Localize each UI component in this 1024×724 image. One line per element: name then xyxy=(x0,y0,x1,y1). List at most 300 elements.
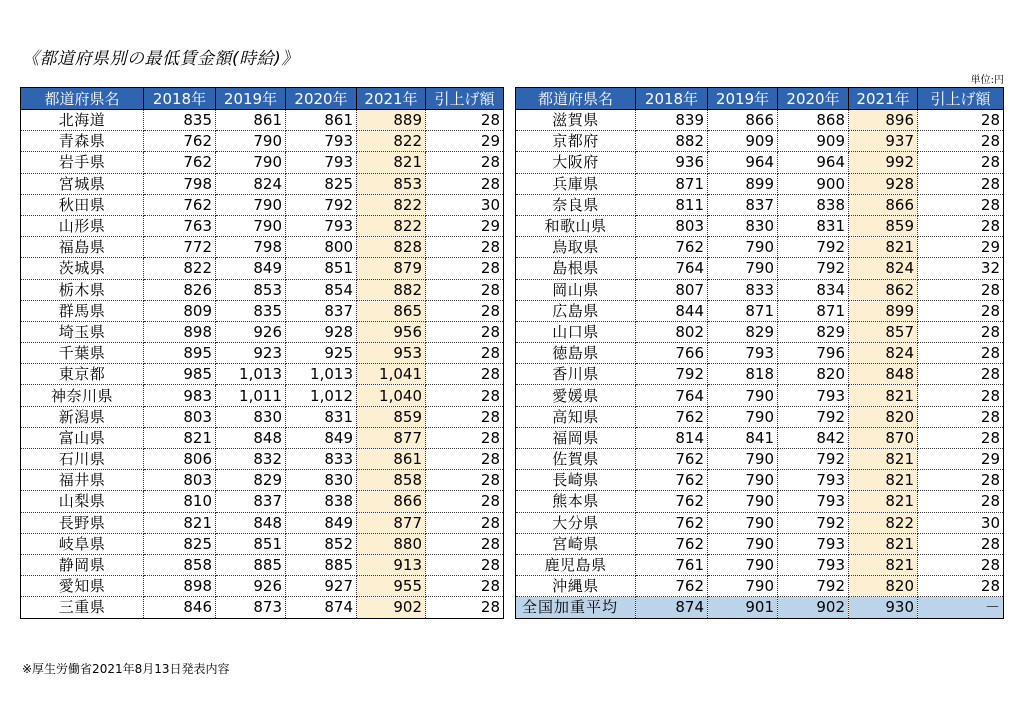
cell-2018: 810 xyxy=(144,491,216,512)
cell-prefecture: 北海道 xyxy=(21,110,144,131)
wage-table-right xyxy=(515,87,1004,619)
cell-increase: 28 xyxy=(426,321,504,342)
cell-2019: 829 xyxy=(216,470,286,491)
cell-2020: 927 xyxy=(286,576,357,597)
table-row xyxy=(21,512,504,533)
cell-increase: 28 xyxy=(426,406,504,427)
table-row xyxy=(516,533,1004,554)
cell-2020: 838 xyxy=(286,491,357,512)
cell-2018: 835 xyxy=(144,110,216,131)
cell-2018: 814 xyxy=(636,427,708,448)
cell-2018: 762 xyxy=(636,512,708,533)
cell-2021: 824 xyxy=(849,258,918,279)
cell-prefecture: 兵庫県 xyxy=(516,173,636,194)
cell-prefecture: 徳島県 xyxy=(516,343,636,364)
cell-2021: 862 xyxy=(849,279,918,300)
cell-2018: 802 xyxy=(636,321,708,342)
cell-2019: 848 xyxy=(216,427,286,448)
table-row xyxy=(21,491,504,512)
cell-increase: 28 xyxy=(918,300,1004,321)
cell-2019: 848 xyxy=(216,512,286,533)
cell-2019: 790 xyxy=(708,491,778,512)
cell-prefecture: 山梨県 xyxy=(21,491,144,512)
cell-2018: 762 xyxy=(636,237,708,258)
cell-2019: 829 xyxy=(708,321,778,342)
cell-increase: － xyxy=(918,597,1004,618)
cell-2021: 821 xyxy=(849,491,918,512)
cell-2019: 790 xyxy=(216,131,286,152)
cell-2019: 790 xyxy=(708,554,778,575)
cell-2021: 853 xyxy=(357,173,426,194)
cell-2019: 853 xyxy=(216,279,286,300)
cell-prefecture: 鹿児島県 xyxy=(516,554,636,575)
cell-prefecture: 山口県 xyxy=(516,321,636,342)
cell-2018: 766 xyxy=(636,343,708,364)
cell-2019: 964 xyxy=(708,152,778,173)
cell-2020: 792 xyxy=(778,449,849,470)
table-row xyxy=(516,385,1004,406)
cell-2019: 861 xyxy=(216,110,286,131)
cell-increase: 28 xyxy=(426,576,504,597)
cell-prefecture: 全国加重平均 xyxy=(516,597,636,618)
cell-2021: 822 xyxy=(357,131,426,152)
cell-increase: 28 xyxy=(426,110,504,131)
cell-2018: 822 xyxy=(144,258,216,279)
cell-2018: 839 xyxy=(636,110,708,131)
table-row xyxy=(21,533,504,554)
cell-increase: 28 xyxy=(918,194,1004,215)
cell-increase: 28 xyxy=(426,554,504,575)
cell-2019: 835 xyxy=(216,300,286,321)
cell-2018: 898 xyxy=(144,576,216,597)
cell-2020: 902 xyxy=(778,597,849,618)
cell-2021: 877 xyxy=(357,512,426,533)
cell-2021: 820 xyxy=(849,576,918,597)
cell-2020: 793 xyxy=(778,533,849,554)
cell-2018: 895 xyxy=(144,343,216,364)
table-row xyxy=(516,194,1004,215)
cell-2019: 851 xyxy=(216,533,286,554)
table-row xyxy=(516,173,1004,194)
table-row xyxy=(21,110,504,131)
cell-2020: 793 xyxy=(778,385,849,406)
cell-2019: 832 xyxy=(216,449,286,470)
cell-increase: 29 xyxy=(426,131,504,152)
cell-2021: 1,040 xyxy=(357,385,426,406)
unit-label: 単位:円 xyxy=(970,75,1004,86)
cell-2021: 821 xyxy=(849,449,918,470)
cell-increase: 28 xyxy=(918,364,1004,385)
table-row xyxy=(21,554,504,575)
cell-2020: 793 xyxy=(778,470,849,491)
cell-prefecture: 栃木県 xyxy=(21,279,144,300)
cell-increase: 28 xyxy=(426,533,504,554)
cell-2019: 871 xyxy=(708,300,778,321)
table-row xyxy=(21,300,504,321)
cell-increase: 28 xyxy=(426,300,504,321)
cell-2018: 762 xyxy=(636,576,708,597)
cell-2018: 762 xyxy=(636,533,708,554)
cell-increase: 28 xyxy=(426,597,504,618)
cell-2020: 928 xyxy=(286,321,357,342)
cell-increase: 28 xyxy=(918,470,1004,491)
table-row xyxy=(516,427,1004,448)
cell-prefecture: 大阪府 xyxy=(516,152,636,173)
cell-2021: 820 xyxy=(849,406,918,427)
cell-2018: 763 xyxy=(144,215,216,236)
cell-prefecture: 沖縄県 xyxy=(516,576,636,597)
cell-2018: 761 xyxy=(636,554,708,575)
table-row xyxy=(516,237,1004,258)
cell-2021: 865 xyxy=(357,300,426,321)
table-row xyxy=(516,491,1004,512)
cell-2020: 849 xyxy=(286,512,357,533)
cell-2019: 818 xyxy=(708,364,778,385)
table-row xyxy=(21,597,504,618)
cell-2019: 849 xyxy=(216,258,286,279)
cell-2019: 1,011 xyxy=(216,385,286,406)
cell-prefecture: 奈良県 xyxy=(516,194,636,215)
cell-2018: 898 xyxy=(144,321,216,342)
cell-2018: 762 xyxy=(636,449,708,470)
table-row xyxy=(21,427,504,448)
cell-2020: 837 xyxy=(286,300,357,321)
cell-2019: 901 xyxy=(708,597,778,618)
table-row xyxy=(516,449,1004,470)
cell-prefecture: 福井県 xyxy=(21,470,144,491)
wage-table-left xyxy=(20,87,504,619)
cell-2019: 866 xyxy=(708,110,778,131)
table-row xyxy=(516,343,1004,364)
cell-2020: 833 xyxy=(286,449,357,470)
cell-2018: 936 xyxy=(636,152,708,173)
cell-prefecture: 茨城県 xyxy=(21,258,144,279)
cell-2018: 821 xyxy=(144,427,216,448)
cell-2019: 790 xyxy=(708,385,778,406)
cell-increase: 28 xyxy=(918,427,1004,448)
cell-2020: 909 xyxy=(778,131,849,152)
cell-increase: 28 xyxy=(426,152,504,173)
table-row xyxy=(21,364,504,385)
table-row xyxy=(516,512,1004,533)
table-header-row xyxy=(21,88,504,110)
cell-2021: 848 xyxy=(849,364,918,385)
cell-2019: 926 xyxy=(216,321,286,342)
cell-2020: 831 xyxy=(778,215,849,236)
cell-2020: 796 xyxy=(778,343,849,364)
cell-increase: 28 xyxy=(426,470,504,491)
table-row xyxy=(21,237,504,258)
cell-2020: 871 xyxy=(778,300,849,321)
cell-prefecture: 富山県 xyxy=(21,427,144,448)
cell-increase: 28 xyxy=(918,152,1004,173)
cell-2021: 857 xyxy=(849,321,918,342)
cell-2020: 964 xyxy=(778,152,849,173)
cell-2020: 851 xyxy=(286,258,357,279)
cell-prefecture: 島根県 xyxy=(516,258,636,279)
cell-2019: 790 xyxy=(708,576,778,597)
cell-2019: 798 xyxy=(216,237,286,258)
table-row xyxy=(21,406,504,427)
cell-2019: 790 xyxy=(216,215,286,236)
cell-prefecture: 香川県 xyxy=(516,364,636,385)
cell-2020: 900 xyxy=(778,173,849,194)
cell-2020: 861 xyxy=(286,110,357,131)
cell-prefecture: 静岡県 xyxy=(21,554,144,575)
cell-2021: 821 xyxy=(849,533,918,554)
cell-prefecture: 岐阜県 xyxy=(21,533,144,554)
cell-increase: 28 xyxy=(918,385,1004,406)
table-row xyxy=(21,173,504,194)
table-row xyxy=(516,215,1004,236)
cell-2020: 834 xyxy=(778,279,849,300)
cell-2018: 772 xyxy=(144,237,216,258)
cell-2021: 821 xyxy=(849,237,918,258)
cell-2021: 824 xyxy=(849,343,918,364)
cell-2020: 793 xyxy=(286,152,357,173)
cell-increase: 28 xyxy=(918,576,1004,597)
cell-2021: 902 xyxy=(357,597,426,618)
footnote: ※厚生労働省2021年8月13日発表内容 xyxy=(22,662,230,676)
table-row xyxy=(21,385,504,406)
cell-2021: 822 xyxy=(357,194,426,215)
cell-prefecture: 三重県 xyxy=(21,597,144,618)
cell-prefecture: 新潟県 xyxy=(21,406,144,427)
cell-increase: 28 xyxy=(426,427,504,448)
cell-2018: 811 xyxy=(636,194,708,215)
cell-2019: 830 xyxy=(216,406,286,427)
cell-2019: 790 xyxy=(708,470,778,491)
cell-2021: 896 xyxy=(849,110,918,131)
header-2018: 2018年 xyxy=(636,88,708,110)
cell-2019: 790 xyxy=(708,258,778,279)
cell-prefecture: 埼玉県 xyxy=(21,321,144,342)
table-body-right xyxy=(516,110,1004,619)
cell-2019: 790 xyxy=(216,194,286,215)
cell-2018: 826 xyxy=(144,279,216,300)
table-row xyxy=(21,279,504,300)
table-row xyxy=(21,343,504,364)
cell-2018: 874 xyxy=(636,597,708,618)
cell-2021: 821 xyxy=(849,554,918,575)
cell-2018: 764 xyxy=(636,258,708,279)
cell-prefecture: 熊本県 xyxy=(516,491,636,512)
cell-2021: 821 xyxy=(849,470,918,491)
table-row xyxy=(516,554,1004,575)
cell-prefecture: 滋賀県 xyxy=(516,110,636,131)
cell-increase: 29 xyxy=(918,237,1004,258)
cell-2018: 809 xyxy=(144,300,216,321)
cell-prefecture: 長野県 xyxy=(21,512,144,533)
header-2021: 2021年 xyxy=(357,88,426,110)
cell-2019: 899 xyxy=(708,173,778,194)
cell-2020: 793 xyxy=(286,131,357,152)
cell-2018: 806 xyxy=(144,449,216,470)
header-prefecture: 都道府県名 xyxy=(21,88,144,110)
cell-2021: 822 xyxy=(357,215,426,236)
table-row xyxy=(21,321,504,342)
cell-prefecture: 福岡県 xyxy=(516,427,636,448)
cell-2020: 831 xyxy=(286,406,357,427)
table-row xyxy=(21,131,504,152)
cell-2021: 866 xyxy=(357,491,426,512)
cell-2018: 792 xyxy=(636,364,708,385)
cell-prefecture: 岡山県 xyxy=(516,279,636,300)
cell-2021: 859 xyxy=(357,406,426,427)
cell-2020: 792 xyxy=(778,512,849,533)
cell-increase: 28 xyxy=(918,343,1004,364)
cell-increase: 28 xyxy=(426,343,504,364)
cell-2019: 790 xyxy=(708,237,778,258)
table-row xyxy=(516,258,1004,279)
cell-increase: 28 xyxy=(918,321,1004,342)
cell-2018: 844 xyxy=(636,300,708,321)
cell-2018: 803 xyxy=(636,215,708,236)
cell-2019: 830 xyxy=(708,215,778,236)
cell-2019: 909 xyxy=(708,131,778,152)
table-row xyxy=(516,406,1004,427)
cell-2020: 792 xyxy=(286,194,357,215)
cell-prefecture: 愛知県 xyxy=(21,576,144,597)
cell-2020: 829 xyxy=(778,321,849,342)
cell-increase: 28 xyxy=(918,110,1004,131)
header-prefecture: 都道府県名 xyxy=(516,88,636,110)
cell-2021: 861 xyxy=(357,449,426,470)
cell-2020: 820 xyxy=(778,364,849,385)
cell-2020: 1,012 xyxy=(286,385,357,406)
cell-2019: 926 xyxy=(216,576,286,597)
cell-2018: 764 xyxy=(636,385,708,406)
cell-2020: 854 xyxy=(286,279,357,300)
cell-2018: 846 xyxy=(144,597,216,618)
cell-2018: 762 xyxy=(144,131,216,152)
cell-prefecture: 群馬県 xyxy=(21,300,144,321)
cell-2018: 871 xyxy=(636,173,708,194)
cell-2018: 825 xyxy=(144,533,216,554)
cell-prefecture: 秋田県 xyxy=(21,194,144,215)
cell-2019: 1,013 xyxy=(216,364,286,385)
cell-prefecture: 大分県 xyxy=(516,512,636,533)
cell-increase: 28 xyxy=(918,131,1004,152)
cell-2018: 858 xyxy=(144,554,216,575)
table-header-row xyxy=(516,88,1004,110)
table-row xyxy=(516,152,1004,173)
cell-increase: 28 xyxy=(918,406,1004,427)
cell-increase: 30 xyxy=(426,194,504,215)
cell-2021: 880 xyxy=(357,533,426,554)
cell-2020: 792 xyxy=(778,406,849,427)
table-row xyxy=(516,321,1004,342)
cell-2021: 821 xyxy=(849,385,918,406)
cell-2021: 866 xyxy=(849,194,918,215)
cell-increase: 28 xyxy=(426,364,504,385)
cell-increase: 28 xyxy=(426,279,504,300)
cell-2021: 937 xyxy=(849,131,918,152)
cell-2021: 992 xyxy=(849,152,918,173)
header-2020: 2020年 xyxy=(286,88,357,110)
cell-increase: 28 xyxy=(918,554,1004,575)
cell-prefecture: 鳥取県 xyxy=(516,237,636,258)
table-row xyxy=(21,152,504,173)
cell-2019: 841 xyxy=(708,427,778,448)
table-row xyxy=(21,449,504,470)
cell-2021: 859 xyxy=(849,215,918,236)
cell-2021: 879 xyxy=(357,258,426,279)
cell-2020: 885 xyxy=(286,554,357,575)
cell-2018: 762 xyxy=(144,152,216,173)
cell-prefecture: 愛媛県 xyxy=(516,385,636,406)
cell-2019: 790 xyxy=(708,406,778,427)
table-row xyxy=(516,470,1004,491)
table-row xyxy=(516,131,1004,152)
cell-2018: 983 xyxy=(144,385,216,406)
table-row xyxy=(21,258,504,279)
cell-2019: 873 xyxy=(216,597,286,618)
cell-increase: 28 xyxy=(426,385,504,406)
cell-2021: 882 xyxy=(357,279,426,300)
cell-2018: 798 xyxy=(144,173,216,194)
cell-2021: 928 xyxy=(849,173,918,194)
table-row xyxy=(516,279,1004,300)
cell-2019: 885 xyxy=(216,554,286,575)
cell-2018: 882 xyxy=(636,131,708,152)
cell-2019: 923 xyxy=(216,343,286,364)
cell-2018: 762 xyxy=(144,194,216,215)
cell-increase: 29 xyxy=(426,215,504,236)
cell-increase: 28 xyxy=(426,449,504,470)
cell-2021: 870 xyxy=(849,427,918,448)
cell-prefecture: 和歌山県 xyxy=(516,215,636,236)
cell-2020: 825 xyxy=(286,173,357,194)
page-title: 《都道府県別の最低賃金額(時給)》 xyxy=(22,49,299,69)
cell-2020: 1,013 xyxy=(286,364,357,385)
header-2019: 2019年 xyxy=(708,88,778,110)
cell-2020: 849 xyxy=(286,427,357,448)
cell-2021: 1,041 xyxy=(357,364,426,385)
cell-prefecture: 石川県 xyxy=(21,449,144,470)
cell-2019: 790 xyxy=(708,449,778,470)
cell-2021: 899 xyxy=(849,300,918,321)
cell-prefecture: 岩手県 xyxy=(21,152,144,173)
cell-prefecture: 福島県 xyxy=(21,237,144,258)
cell-increase: 29 xyxy=(918,449,1004,470)
cell-prefecture: 山形県 xyxy=(21,215,144,236)
cell-increase: 28 xyxy=(918,215,1004,236)
cell-prefecture: 宮崎県 xyxy=(516,533,636,554)
cell-2020: 792 xyxy=(778,258,849,279)
cell-increase: 32 xyxy=(918,258,1004,279)
cell-2019: 837 xyxy=(708,194,778,215)
cell-2019: 790 xyxy=(216,152,286,173)
cell-increase: 28 xyxy=(426,512,504,533)
cell-increase: 28 xyxy=(426,491,504,512)
cell-prefecture: 佐賀県 xyxy=(516,449,636,470)
cell-2021: 822 xyxy=(849,512,918,533)
cell-prefecture: 高知県 xyxy=(516,406,636,427)
cell-2020: 852 xyxy=(286,533,357,554)
cell-increase: 28 xyxy=(918,491,1004,512)
table-row xyxy=(516,300,1004,321)
cell-increase: 28 xyxy=(918,173,1004,194)
cell-2019: 790 xyxy=(708,533,778,554)
cell-2021: 889 xyxy=(357,110,426,131)
cell-2020: 792 xyxy=(778,237,849,258)
cell-2020: 793 xyxy=(286,215,357,236)
cell-increase: 28 xyxy=(918,279,1004,300)
cell-prefecture: 広島県 xyxy=(516,300,636,321)
cell-2018: 762 xyxy=(636,491,708,512)
national-average-row xyxy=(516,597,1004,618)
